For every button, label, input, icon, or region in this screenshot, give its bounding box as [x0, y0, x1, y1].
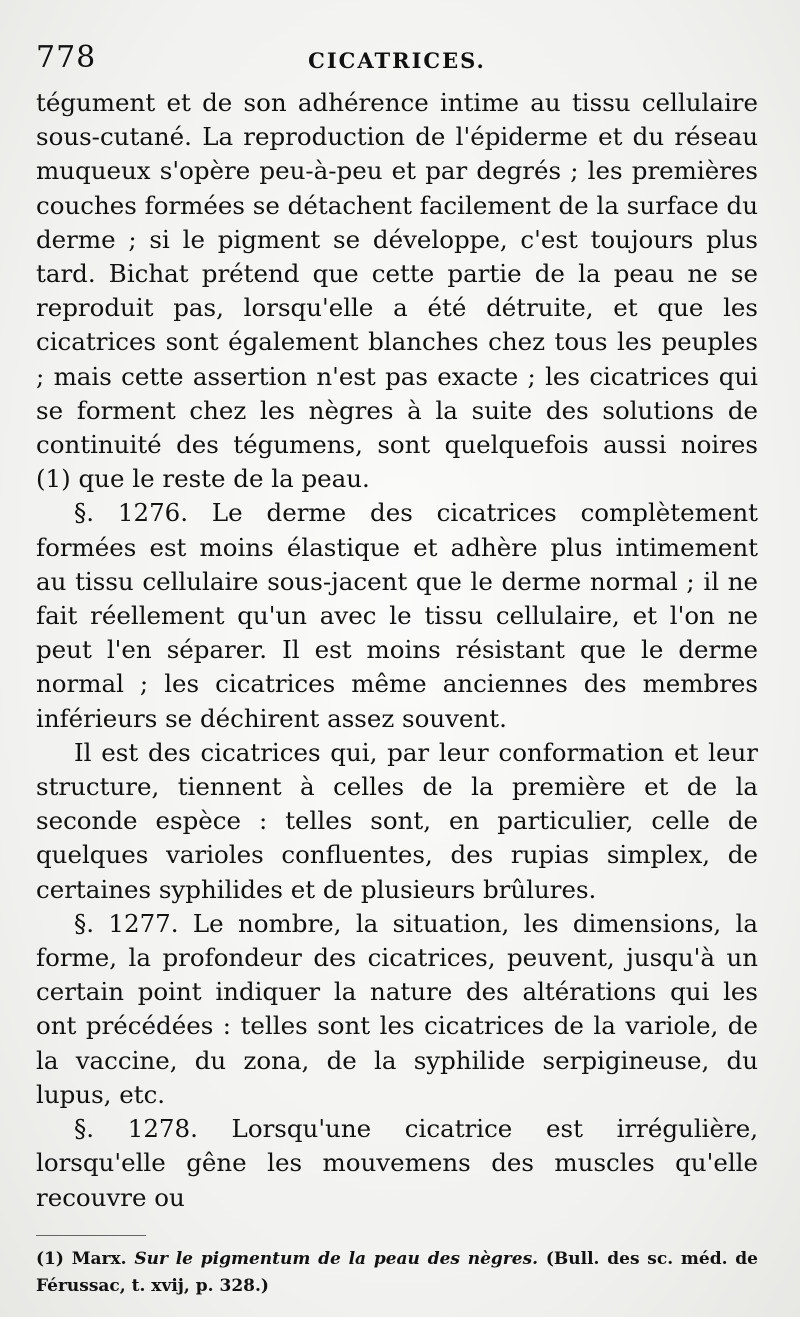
page-number: 778 — [36, 40, 97, 75]
paragraph-cicatrices-mixtes: Il est des cicatrices qui, par leur conformation et leur structure, tiennent à celles de la première et de la seconde espèce : telles sont, en particulier, celle de quelques varioles confluentes, des rupias simplex, de certaines syphilides et de plusieurs brûlures. — [36, 737, 758, 904]
body-text — [36, 86, 758, 1215]
page-header — [36, 38, 758, 86]
paragraph-1276: §. 1276. Le derme des cicatrices complètement formées est moins élastique et adhère plus intimement au tissu cellulaire sous-jacent que le derme normal ; il ne fait réellement qu'un avec le tissu cellulaire, et l'on ne peut l'en séparer. Il est moins résistant que le derme normal ; les cicatrices même anciennes des membres inférieurs se déchirent assez souvent. — [36, 498, 758, 733]
paragraph-continuation: tégument et de son adhérence intime au tissu cellulaire sous-cutané. La reproduction de l'épiderme et du réseau muqueux s'opère peu-à-peu et par degrés ; les premières couches formées se détachent facilement de la surface du derme ; si le pigment se développe, c'est toujours plus tard. Bichat prétend que cette partie de la peau ne se reproduit pas, lorsqu'elle a été détruite, et que les cicatrices sont également blanches chez tous les peuples ; mais cette assertion n'est pas exacte ; les cicatrices qui se forment chez les nègres à la suite des solutions de continuité des tégumens, sont quelquefois aussi noires (1) que le reste de la peau. — [36, 88, 758, 494]
footnote-marker: (1) Marx. — [36, 1248, 127, 1269]
footnote — [36, 1246, 758, 1300]
footnote-reference: (Bull. des sc. méd. de Férussac, t. xvij, p. 328.) — [36, 1248, 758, 1296]
paragraph-1278: §. 1278. Lorsqu'une cicatrice est irrégulière, lorsqu'elle gêne les mouvemens des muscles qu'elle recouvre ou — [36, 1114, 758, 1212]
footnote-divider — [36, 1235, 146, 1236]
paragraph-1277: §. 1277. Le nombre, la situation, les dimensions, la forme, la profondeur des cicatrices, peuvent, jusqu'à un certain point indiquer la nature des altérations qui les ont précédées : telles sont les cicatrices de la variole, de la vaccine, du zona, de la syphilide serpigineuse, du lupus, etc. — [36, 908, 758, 1109]
footnote-title: Sur le pigmentum de la peau des nègres. — [134, 1248, 539, 1269]
running-title: CICATRICES. — [308, 48, 486, 73]
